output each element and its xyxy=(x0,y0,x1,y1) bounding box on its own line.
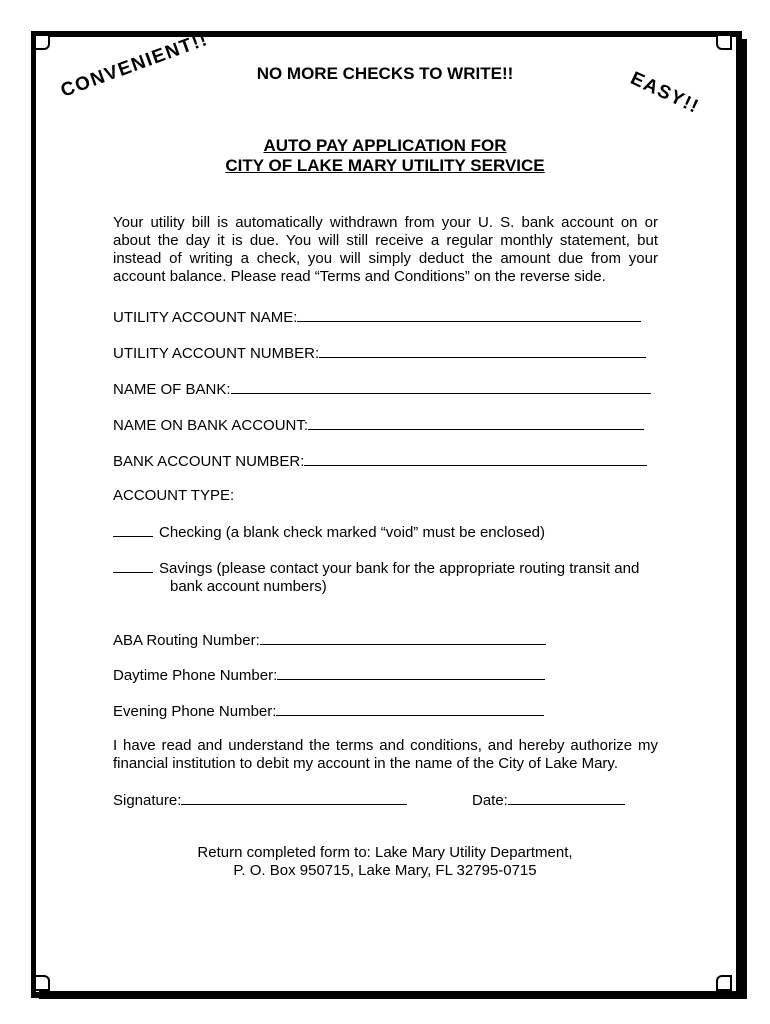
form-title xyxy=(0,136,770,176)
daytime-phone-input[interactable] xyxy=(277,665,545,680)
form-title-line1: AUTO PAY APPLICATION FOR xyxy=(263,136,507,155)
evening-phone-field[interactable] xyxy=(113,701,544,721)
utility-account-name-field[interactable] xyxy=(113,307,641,327)
border-corner xyxy=(34,975,50,991)
headline: NO MORE CHECKS TO WRITE!! xyxy=(256,64,514,83)
utility-account-name-input[interactable] xyxy=(297,307,641,322)
bank-account-number-field[interactable] xyxy=(113,451,647,471)
date-field[interactable] xyxy=(472,790,625,810)
name-of-bank-field[interactable] xyxy=(113,379,651,399)
aba-routing-field[interactable] xyxy=(113,630,546,650)
account-type-label: ACCOUNT TYPE: xyxy=(113,487,235,504)
utility-account-number-input[interactable] xyxy=(319,343,646,358)
checking-blank[interactable] xyxy=(113,522,153,537)
name-on-bank-account-input[interactable] xyxy=(308,415,644,430)
savings-blank[interactable] xyxy=(113,558,153,573)
signature-field[interactable] xyxy=(113,790,407,810)
name-of-bank-input[interactable] xyxy=(231,379,651,394)
convenient-stamp: CONVENIENT!! xyxy=(58,28,212,102)
savings-option[interactable] xyxy=(113,558,658,596)
border-corner xyxy=(716,34,732,50)
intro-paragraph: Your utility bill is automatically withdrawn from your U. S. bank account on or about the day it is due. You will still receive a regular monthly statement, but instead of writing a check, you will simply deduct the amount due from your account balance. Please read “Terms and Conditions” on the reverse side. xyxy=(113,214,658,285)
easy-stamp: EASY!! xyxy=(627,68,703,119)
return-address xyxy=(0,844,770,880)
utility-account-number-label: UTILITY ACCOUNT NUMBER: xyxy=(113,345,320,362)
checking-label: Checking (a blank check marked “void” must be enclosed) xyxy=(159,524,546,541)
name-of-bank-label: NAME OF BANK: xyxy=(113,381,231,398)
signature-label: Signature: xyxy=(113,792,182,809)
evening-phone-label: Evening Phone Number: xyxy=(113,703,277,720)
signature-input[interactable] xyxy=(181,790,407,805)
form-title-line2: CITY OF LAKE MARY UTILITY SERVICE xyxy=(225,156,545,175)
aba-routing-label: ABA Routing Number: xyxy=(113,632,260,649)
utility-account-name-label: UTILITY ACCOUNT NAME: xyxy=(113,309,298,326)
name-on-bank-account-field[interactable] xyxy=(113,415,644,435)
date-input[interactable] xyxy=(508,790,625,805)
checking-option[interactable] xyxy=(113,522,658,542)
utility-account-number-field[interactable] xyxy=(113,343,646,363)
border-corner xyxy=(34,34,50,50)
date-label: Date: xyxy=(472,792,508,809)
aba-routing-input[interactable] xyxy=(260,630,546,645)
bank-account-number-input[interactable] xyxy=(304,451,647,466)
return-address-line1: Return completed form to: Lake Mary Utility Department, xyxy=(197,844,573,861)
authorization-paragraph: I have read and understand the terms and conditions, and hereby authorize my financial institution to debit my account in the name of the City of Lake Mary. xyxy=(113,737,658,772)
border-corner xyxy=(716,975,732,991)
daytime-phone-field[interactable] xyxy=(113,665,545,685)
bank-account-number-label: BANK ACCOUNT NUMBER: xyxy=(113,453,305,470)
name-on-bank-account-label: NAME ON BANK ACCOUNT: xyxy=(113,417,309,434)
evening-phone-input[interactable] xyxy=(276,701,544,716)
savings-label: Savings (please contact your bank for the appropriate routing transit and xyxy=(159,560,640,577)
return-address-line2: P. O. Box 950715, Lake Mary, FL 32795-0715 xyxy=(233,862,537,879)
savings-label-cont: bank account numbers) xyxy=(170,578,327,595)
daytime-phone-label: Daytime Phone Number: xyxy=(113,667,278,684)
